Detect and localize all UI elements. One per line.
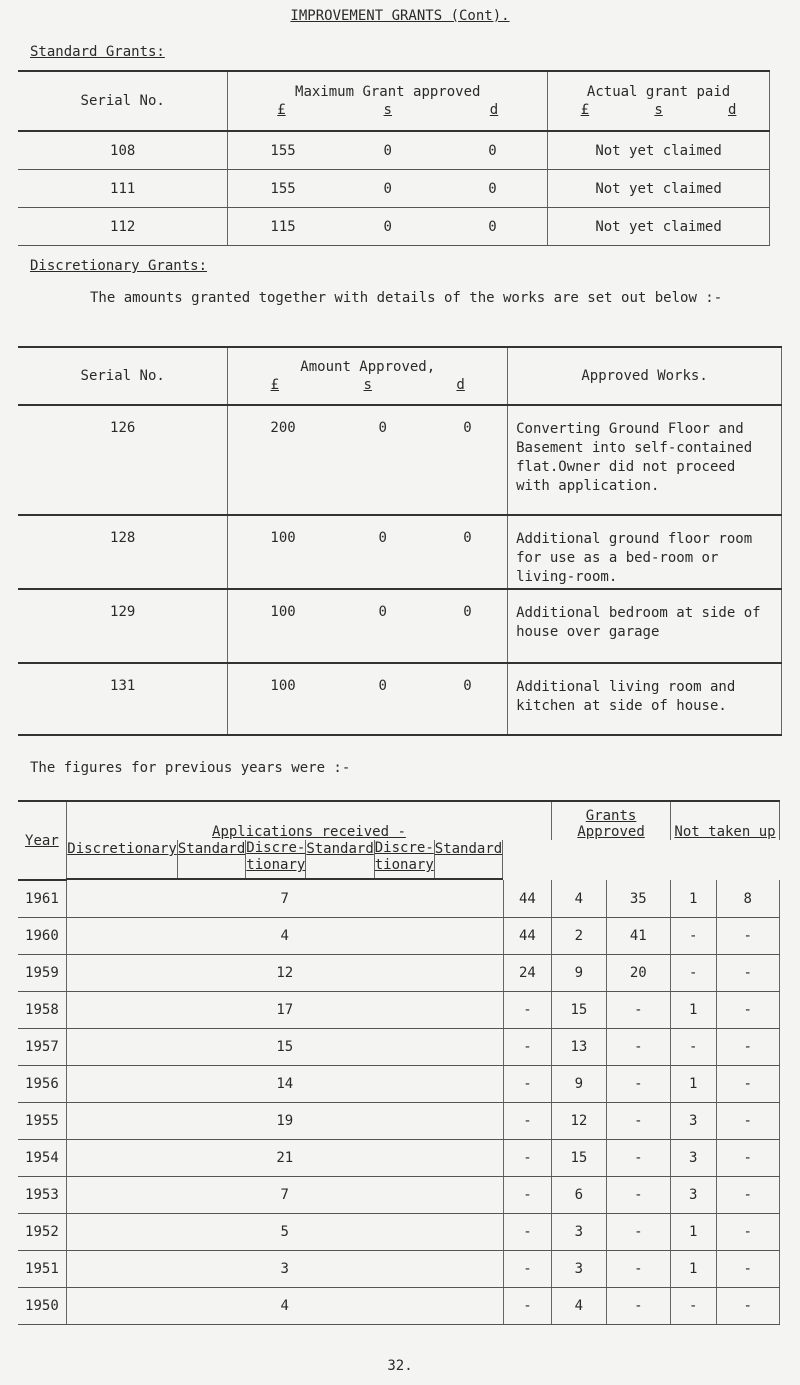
discretionary-grants-table xyxy=(18,346,782,736)
works-header: Approved Works. xyxy=(508,347,782,405)
pound-cell: 100 xyxy=(228,589,338,663)
shilling-cell: 0 xyxy=(338,170,438,208)
pence-cell: 0 xyxy=(428,515,508,589)
table-row xyxy=(18,131,770,170)
previous-subheader-row xyxy=(66,840,503,880)
pound-cell: 155 xyxy=(228,131,338,170)
not-taken-discretionary-cell: 1 xyxy=(671,880,717,918)
discretionary-grants-heading: Discretionary Grants: xyxy=(30,258,208,274)
not-taken-discretionary-cell: 3 xyxy=(671,1177,717,1214)
not-taken-standard-cell: - xyxy=(716,955,779,992)
table-row xyxy=(18,1214,780,1251)
table-row xyxy=(18,1029,780,1066)
not-taken-standard-header: Standard xyxy=(434,840,502,879)
works-cell: Converting Ground Floor and Basement into self-contained flat.Owner did not proceed with application. xyxy=(508,405,782,515)
pence-cell: 0 xyxy=(428,405,508,515)
not-taken-discretionary-cell: - xyxy=(671,955,717,992)
standard-grants-heading: Standard Grants: xyxy=(30,44,165,60)
applications-discretionary-cell: 4 xyxy=(66,1288,503,1325)
applications-discretionary-cell: 12 xyxy=(66,955,503,992)
previous-years-body xyxy=(18,880,780,1325)
shilling-cell: 0 xyxy=(338,208,438,246)
year-cell: 1958 xyxy=(18,992,66,1029)
serial-header: Serial No. xyxy=(18,71,228,131)
previous-years-intro: The figures for previous years were :- xyxy=(30,760,351,776)
page-title: IMPROVEMENT GRANTS (Cont). xyxy=(290,8,510,24)
table-row xyxy=(18,1103,780,1140)
not-taken-discretionary-cell: 1 xyxy=(671,992,717,1029)
shilling-cell: 0 xyxy=(338,405,428,515)
not-taken-standard-cell: - xyxy=(716,1251,779,1288)
not-taken-discretionary-cell: 1 xyxy=(671,1066,717,1103)
not-taken-standard-cell: - xyxy=(716,1103,779,1140)
pence-cell: 0 xyxy=(438,208,548,246)
table-row xyxy=(18,955,780,992)
applications-standard-cell: - xyxy=(503,1103,551,1140)
page-number: 32. xyxy=(387,1358,413,1374)
approved-standard-cell: - xyxy=(606,1288,670,1325)
table-row xyxy=(18,515,782,589)
applications-standard-cell: 44 xyxy=(503,918,551,955)
year-cell: 1961 xyxy=(18,880,66,918)
pound-cell: 200 xyxy=(228,405,338,515)
approved-discretionary-cell: 2 xyxy=(552,918,607,955)
previous-years-table xyxy=(18,800,780,1325)
discretionary-header-row xyxy=(18,347,782,405)
shilling-cell: 0 xyxy=(338,589,428,663)
not-taken-discretionary-cell: - xyxy=(671,918,717,955)
not-taken-header: Not taken up xyxy=(671,801,780,840)
shilling-cell: 0 xyxy=(338,663,428,735)
not-taken-discretionary-cell: - xyxy=(671,1029,717,1066)
approved-standard-cell: - xyxy=(606,1251,670,1288)
applications-standard-cell: - xyxy=(503,1288,551,1325)
year-cell: 1959 xyxy=(18,955,66,992)
approved-discretionary-cell: 3 xyxy=(552,1251,607,1288)
approved-discretionary-cell: 9 xyxy=(552,1066,607,1103)
approved-discretionary-cell: 9 xyxy=(552,955,607,992)
serial-cell: 108 xyxy=(18,131,228,170)
standard-grants-table xyxy=(18,70,770,246)
applications-standard-cell: - xyxy=(503,992,551,1029)
actual-paid-header: Actual grant paid £ s d xyxy=(548,71,770,131)
serial-cell: 112 xyxy=(18,208,228,246)
approved-standard-cell: 41 xyxy=(606,918,670,955)
not-taken-discretionary-cell: 1 xyxy=(671,1251,717,1288)
not-taken-standard-cell: - xyxy=(716,1288,779,1325)
approved-discretionary-cell: 4 xyxy=(552,1288,607,1325)
applications-standard-cell: - xyxy=(503,1251,551,1288)
table-row xyxy=(18,1288,780,1325)
applications-discretionary-cell: 7 xyxy=(66,880,503,918)
year-cell: 1955 xyxy=(18,1103,66,1140)
applications-discretionary-cell: 19 xyxy=(66,1103,503,1140)
pound-cell: 155 xyxy=(228,170,338,208)
pound-cell: 100 xyxy=(228,515,338,589)
table-row xyxy=(18,1066,780,1103)
applications-discretionary-cell: 5 xyxy=(66,1214,503,1251)
table-row xyxy=(18,663,782,735)
approved-standard-cell: - xyxy=(606,992,670,1029)
approved-discretionary-cell: 13 xyxy=(552,1029,607,1066)
app-standard-header: Standard xyxy=(177,840,245,879)
works-cell: Additional living room and kitchen at side of house. xyxy=(508,663,782,735)
applications-standard-cell: 44 xyxy=(503,880,551,918)
approved-discretionary-cell: 3 xyxy=(552,1214,607,1251)
year-cell: 1950 xyxy=(18,1288,66,1325)
pound-cell: 100 xyxy=(228,663,338,735)
approved-standard-cell: - xyxy=(606,1029,670,1066)
applications-standard-cell: - xyxy=(503,1214,551,1251)
not-taken-standard-cell: - xyxy=(716,1066,779,1103)
max-grant-header: Maximum Grant approved £ s d xyxy=(228,71,548,131)
not-taken-standard-cell: 8 xyxy=(716,880,779,918)
not-taken-discretionary-cell: 3 xyxy=(671,1140,717,1177)
table-row xyxy=(18,1140,780,1177)
applications-standard-cell: - xyxy=(503,1177,551,1214)
applications-standard-cell: - xyxy=(503,1140,551,1177)
year-cell: 1951 xyxy=(18,1251,66,1288)
table-row xyxy=(18,918,780,955)
paid-cell: Not yet claimed xyxy=(548,131,770,170)
grant-standard-header: Standard xyxy=(306,840,374,879)
grant-discretionary-header: Discre- tionary xyxy=(246,840,306,879)
approved-discretionary-cell: 6 xyxy=(552,1177,607,1214)
approved-standard-cell: - xyxy=(606,1066,670,1103)
applications-standard-cell: - xyxy=(503,1029,551,1066)
approved-standard-cell: - xyxy=(606,1103,670,1140)
approved-header: Grants Approved xyxy=(552,801,671,840)
not-taken-standard-cell: - xyxy=(716,918,779,955)
app-discretionary-header: Discretionary xyxy=(67,840,178,879)
approved-discretionary-cell: 15 xyxy=(552,1140,607,1177)
table-row xyxy=(18,170,770,208)
paid-cell: Not yet claimed xyxy=(548,208,770,246)
works-cell: Additional bedroom at side of house over garage xyxy=(508,589,782,663)
applications-standard-cell: - xyxy=(503,1066,551,1103)
applications-discretionary-cell: 14 xyxy=(66,1066,503,1103)
approved-standard-cell: - xyxy=(606,1177,670,1214)
applications-discretionary-cell: 7 xyxy=(66,1177,503,1214)
not-taken-discretionary-cell: 1 xyxy=(671,1214,717,1251)
serial-cell: 126 xyxy=(18,405,228,515)
not-taken-standard-cell: - xyxy=(716,1214,779,1251)
not-taken-standard-cell: - xyxy=(716,1140,779,1177)
year-cell: 1953 xyxy=(18,1177,66,1214)
table-row xyxy=(18,1177,780,1214)
year-cell: 1954 xyxy=(18,1140,66,1177)
applications-discretionary-cell: 15 xyxy=(66,1029,503,1066)
pence-cell: 0 xyxy=(438,170,548,208)
previous-header-row xyxy=(18,801,780,840)
serial-cell: 129 xyxy=(18,589,228,663)
year-cell: 1956 xyxy=(18,1066,66,1103)
not-taken-discretionary-header: Discre- tionary xyxy=(374,840,434,879)
table-row xyxy=(18,208,770,246)
applications-discretionary-cell: 4 xyxy=(66,918,503,955)
year-cell: 1960 xyxy=(18,918,66,955)
applications-header: Applications received - xyxy=(66,801,551,840)
table-row xyxy=(18,880,780,918)
not-taken-discretionary-cell: 3 xyxy=(671,1103,717,1140)
serial-cell: 131 xyxy=(18,663,228,735)
year-cell: 1957 xyxy=(18,1029,66,1066)
approved-discretionary-cell: 15 xyxy=(552,992,607,1029)
pence-cell: 0 xyxy=(428,663,508,735)
applications-discretionary-cell: 21 xyxy=(66,1140,503,1177)
approved-standard-cell: - xyxy=(606,1214,670,1251)
table-row xyxy=(18,589,782,663)
serial-cell: 111 xyxy=(18,170,228,208)
table-row xyxy=(18,405,782,515)
not-taken-discretionary-cell: - xyxy=(671,1288,717,1325)
discretionary-intro: The amounts granted together with details of the works are set out below :- xyxy=(90,290,723,306)
shilling-cell: 0 xyxy=(338,131,438,170)
table-row xyxy=(18,992,780,1029)
serial-header: Serial No. xyxy=(18,347,228,405)
pence-cell: 0 xyxy=(438,131,548,170)
not-taken-standard-cell: - xyxy=(716,1177,779,1214)
applications-standard-cell: 24 xyxy=(503,955,551,992)
applications-discretionary-cell: 3 xyxy=(66,1251,503,1288)
pence-cell: 0 xyxy=(428,589,508,663)
shilling-cell: 0 xyxy=(338,515,428,589)
not-taken-standard-cell: - xyxy=(716,992,779,1029)
amount-header: Amount Approved, £ s d xyxy=(228,347,508,405)
approved-standard-cell: 20 xyxy=(606,955,670,992)
year-header: Year xyxy=(18,801,66,880)
approved-discretionary-cell: 4 xyxy=(552,880,607,918)
approved-standard-cell: - xyxy=(606,1140,670,1177)
approved-discretionary-cell: 12 xyxy=(552,1103,607,1140)
serial-cell: 128 xyxy=(18,515,228,589)
works-cell: Additional ground floor room for use as a bed-room or living-room. xyxy=(508,515,782,589)
year-cell: 1952 xyxy=(18,1214,66,1251)
table-row xyxy=(18,1251,780,1288)
paid-cell: Not yet claimed xyxy=(548,170,770,208)
applications-discretionary-cell: 17 xyxy=(66,992,503,1029)
not-taken-standard-cell: - xyxy=(716,1029,779,1066)
standard-grants-header-row xyxy=(18,71,770,131)
approved-standard-cell: 35 xyxy=(606,880,670,918)
pound-cell: 115 xyxy=(228,208,338,246)
